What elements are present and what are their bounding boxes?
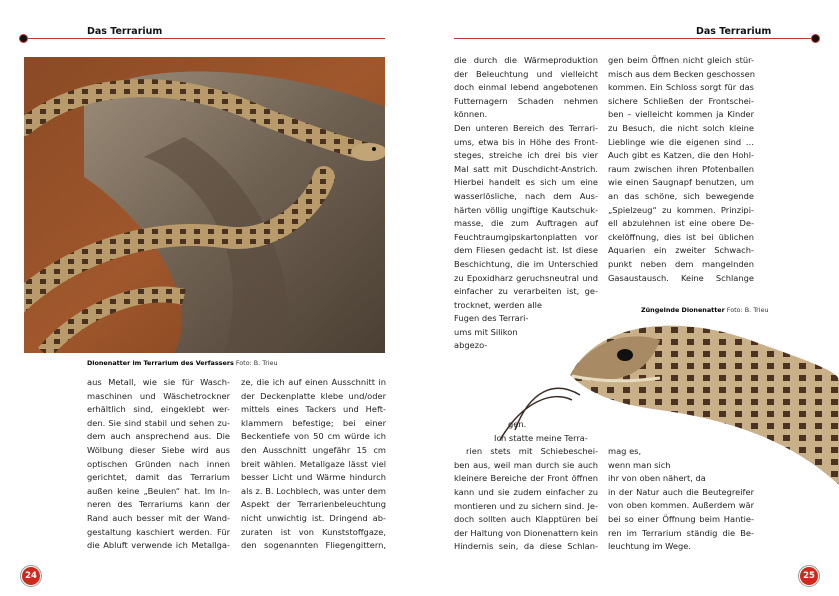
text-line: masse, die zum Auftragen auf — [454, 218, 598, 229]
text-line: gen. — [508, 419, 527, 429]
caption-title: Dionenatter im Terrarium des Verfassers — [87, 359, 234, 367]
body-column-2 — [608, 54, 754, 285]
text-line: dem Fliesen gedacht ist. Ist diese — [454, 245, 598, 256]
text-line: außen keine „Beulen“ hat. Im In- — [87, 485, 230, 496]
text-line: Beschichtung, die im Unterschied — [454, 258, 598, 269]
text-line: Fugen des Terrari- — [454, 313, 529, 324]
text-line: Feuchtraumgipskartonplatten vor — [454, 231, 598, 242]
caption-title: Züngelnde Dionenatter — [641, 306, 725, 314]
text-line: Futternagern Schaden nehmen — [454, 95, 598, 106]
text-line: trocknet, werden alle — [454, 299, 543, 310]
text-line: zuraten ist von Kunststoffgaze, — [241, 526, 386, 537]
text-line: maschinen und Wäschetrockner — [87, 390, 230, 401]
text-line: Auch gibt es Katzen, die den Hohl- — [608, 150, 754, 161]
running-header: Das Terrarium — [696, 26, 772, 37]
body-column-2 — [241, 376, 386, 553]
text-line: mittels eines Tackers und Heft- — [241, 404, 386, 415]
text-line: Aquarien ein zweiter Schwach- — [608, 245, 754, 256]
text-line: wasserlösliche, nach dem Aus- — [454, 190, 598, 201]
text-line: sichere Schließen der Frontschei- — [608, 95, 754, 106]
text-line: „Spielzeug“ zu kommen. Prinzipi- — [608, 204, 754, 215]
text-line: einfacher zu verarbeiten ist, ge- — [454, 286, 598, 297]
text-line: gen beim Öffnen nicht gleich stür- — [608, 55, 754, 65]
text-line: klammern befestige; bei einer — [241, 417, 386, 428]
text-line: neren des Terrariums kann der — [87, 499, 230, 510]
text-line: den Ausschnitt ungefähr 15 cm — [241, 444, 386, 455]
text-line: von oben kommen. Außerdem wär — [608, 500, 754, 511]
header-rule — [27, 38, 385, 39]
text-line: Gasaustausch. Keine Schlange — [608, 272, 754, 283]
text-line: kommen. Ein Schloss sorgt für das — [608, 82, 754, 93]
text-line: Hierbei handelt es sich um eine — [454, 177, 598, 188]
text-line: Mal satt mit Duschdicht-Anstrich. — [454, 163, 598, 174]
text-line: breit wählen. Metallgaze lässt viel — [241, 458, 386, 469]
text-line: zu Besuch, die nicht solch kleine — [608, 122, 754, 133]
text-line: Aspekt der Terrarienbeleuchtung — [241, 499, 386, 510]
text-line: ckelöffnung, dies ist bei üblichen — [608, 231, 754, 242]
text-line: der Deckenplatte klebe und/oder — [241, 390, 386, 401]
text-line: punkt neben dem mangelnden — [608, 258, 754, 269]
caption-credit: Foto: B. Trieu — [726, 306, 769, 314]
text-line: gerichtet, damit das Terrarium — [87, 472, 230, 483]
text-line: optischen Gründen nach innen — [87, 458, 230, 469]
text-line: kleinere Bereiche der Front öffnen — [454, 473, 598, 484]
text-line: der Haltung von Dionenattern kein — [454, 527, 599, 538]
photo-caption — [87, 359, 278, 367]
text-line: ren im Terrarium ständig die Be- — [608, 527, 754, 538]
text-line: mag es, — [608, 446, 642, 456]
body-column-1 — [454, 54, 598, 353]
text-line: Wölbung dieser Siebe wird aus — [87, 444, 230, 455]
text-line: Beckentiefe von 50 cm würde ich — [241, 431, 386, 442]
text-line: ums, etwa bis in Höhe des Front- — [454, 136, 598, 147]
text-line: ell abzulehnen ist eine obere De- — [608, 218, 754, 229]
text-line: dem auch ansprechend aus. Die — [87, 431, 230, 442]
text-line: ben – vielleicht kommen ja Kinder — [608, 109, 754, 120]
text-line: erhältlich sind, eingeklebt wer- — [87, 404, 230, 415]
left-page — [0, 0, 419, 596]
body-column-1-continued — [454, 418, 598, 554]
page-number: 25 — [800, 567, 818, 585]
text-line: der Beleuchtung und vielleicht — [454, 68, 598, 79]
page-number: 24 — [22, 567, 40, 585]
text-line: können. — [454, 109, 488, 120]
header-bullet-icon — [811, 34, 820, 43]
text-line: zu Epoxidharz geruchsneutral und — [454, 272, 598, 283]
text-line: an das schöne, sich bewegende — [608, 190, 754, 201]
snake-terrarium-photo — [24, 57, 385, 353]
text-line: aus Metall, wie sie für Wasch- — [87, 377, 230, 387]
text-line: raum zwischen ihren Pfotenballen — [608, 163, 754, 174]
header-rule — [454, 38, 811, 39]
text-line: Lieblinge wie die eigenen sind … — [608, 136, 754, 147]
text-line: Den unteren Bereich des Terrari- — [454, 122, 598, 133]
running-header: Das Terrarium — [87, 26, 163, 37]
text-line: abgezo- — [454, 340, 488, 351]
text-line: Hindernis sein, da diese Schlan- — [454, 541, 598, 552]
text-line: als z. B. Lochblech, was unter dem — [241, 485, 386, 496]
text-line: ben aus, weil man durch sie auch — [454, 459, 598, 470]
text-line: steges, streiche ich drei bis vier — [454, 150, 598, 161]
photo-caption — [641, 306, 769, 314]
text-line: misch aus dem Becken geschossen — [608, 68, 756, 79]
text-line: leuchtung im Wege. — [608, 541, 692, 552]
body-column-1 — [87, 376, 230, 553]
text-line: Rand auch besser mit der Wand- — [87, 512, 230, 523]
text-line: doch einmal lebend angebotenen — [454, 82, 598, 93]
text-line: rien stets mit Schiebeschei- — [466, 446, 598, 457]
text-line: bei so einer Öffnung beim Hantie- — [608, 513, 754, 524]
text-line: doch sollten auch Klapptüren bei — [454, 514, 598, 525]
text-line: wie einen Saugnapf benutzen, um — [608, 177, 754, 188]
text-line: die Abluft verwende ich Metallga- — [87, 540, 230, 551]
text-line: wenn man sich — [608, 459, 671, 470]
text-line: besser Licht und Wärme hindurch — [241, 472, 386, 483]
text-line: die durch die Wärmeproduktion — [454, 55, 598, 65]
text-line: in der Natur auch die Beutegreifer — [608, 486, 754, 497]
caption-credit: Foto: B. Trieu — [235, 359, 278, 367]
text-line: Ich statte meine Terra- — [494, 432, 588, 443]
text-line: gestaltung kaschiert werden. Für — [87, 526, 230, 537]
text-line: ihr von oben nähert, da — [608, 473, 706, 484]
body-column-2-continued — [608, 445, 754, 554]
text-line: härten völlig ungiftige Kautschuk- — [454, 204, 598, 215]
text-line: kann und sie zudem einfacher zu — [454, 486, 598, 497]
right-page — [420, 0, 839, 596]
text-line: den sogenannten Fliegengittern, — [241, 540, 386, 551]
text-line: montieren und zu sichern sind. Je- — [454, 500, 598, 511]
text-line: den. Sie sind stabil und sehen zu- — [87, 417, 230, 428]
text-line: ums mit Silikon — [454, 326, 518, 337]
text-line: ze, die ich auf einen Ausschnitt in — [241, 377, 386, 387]
text-line: nicht unwichtig ist. Dringend ab- — [241, 512, 386, 523]
